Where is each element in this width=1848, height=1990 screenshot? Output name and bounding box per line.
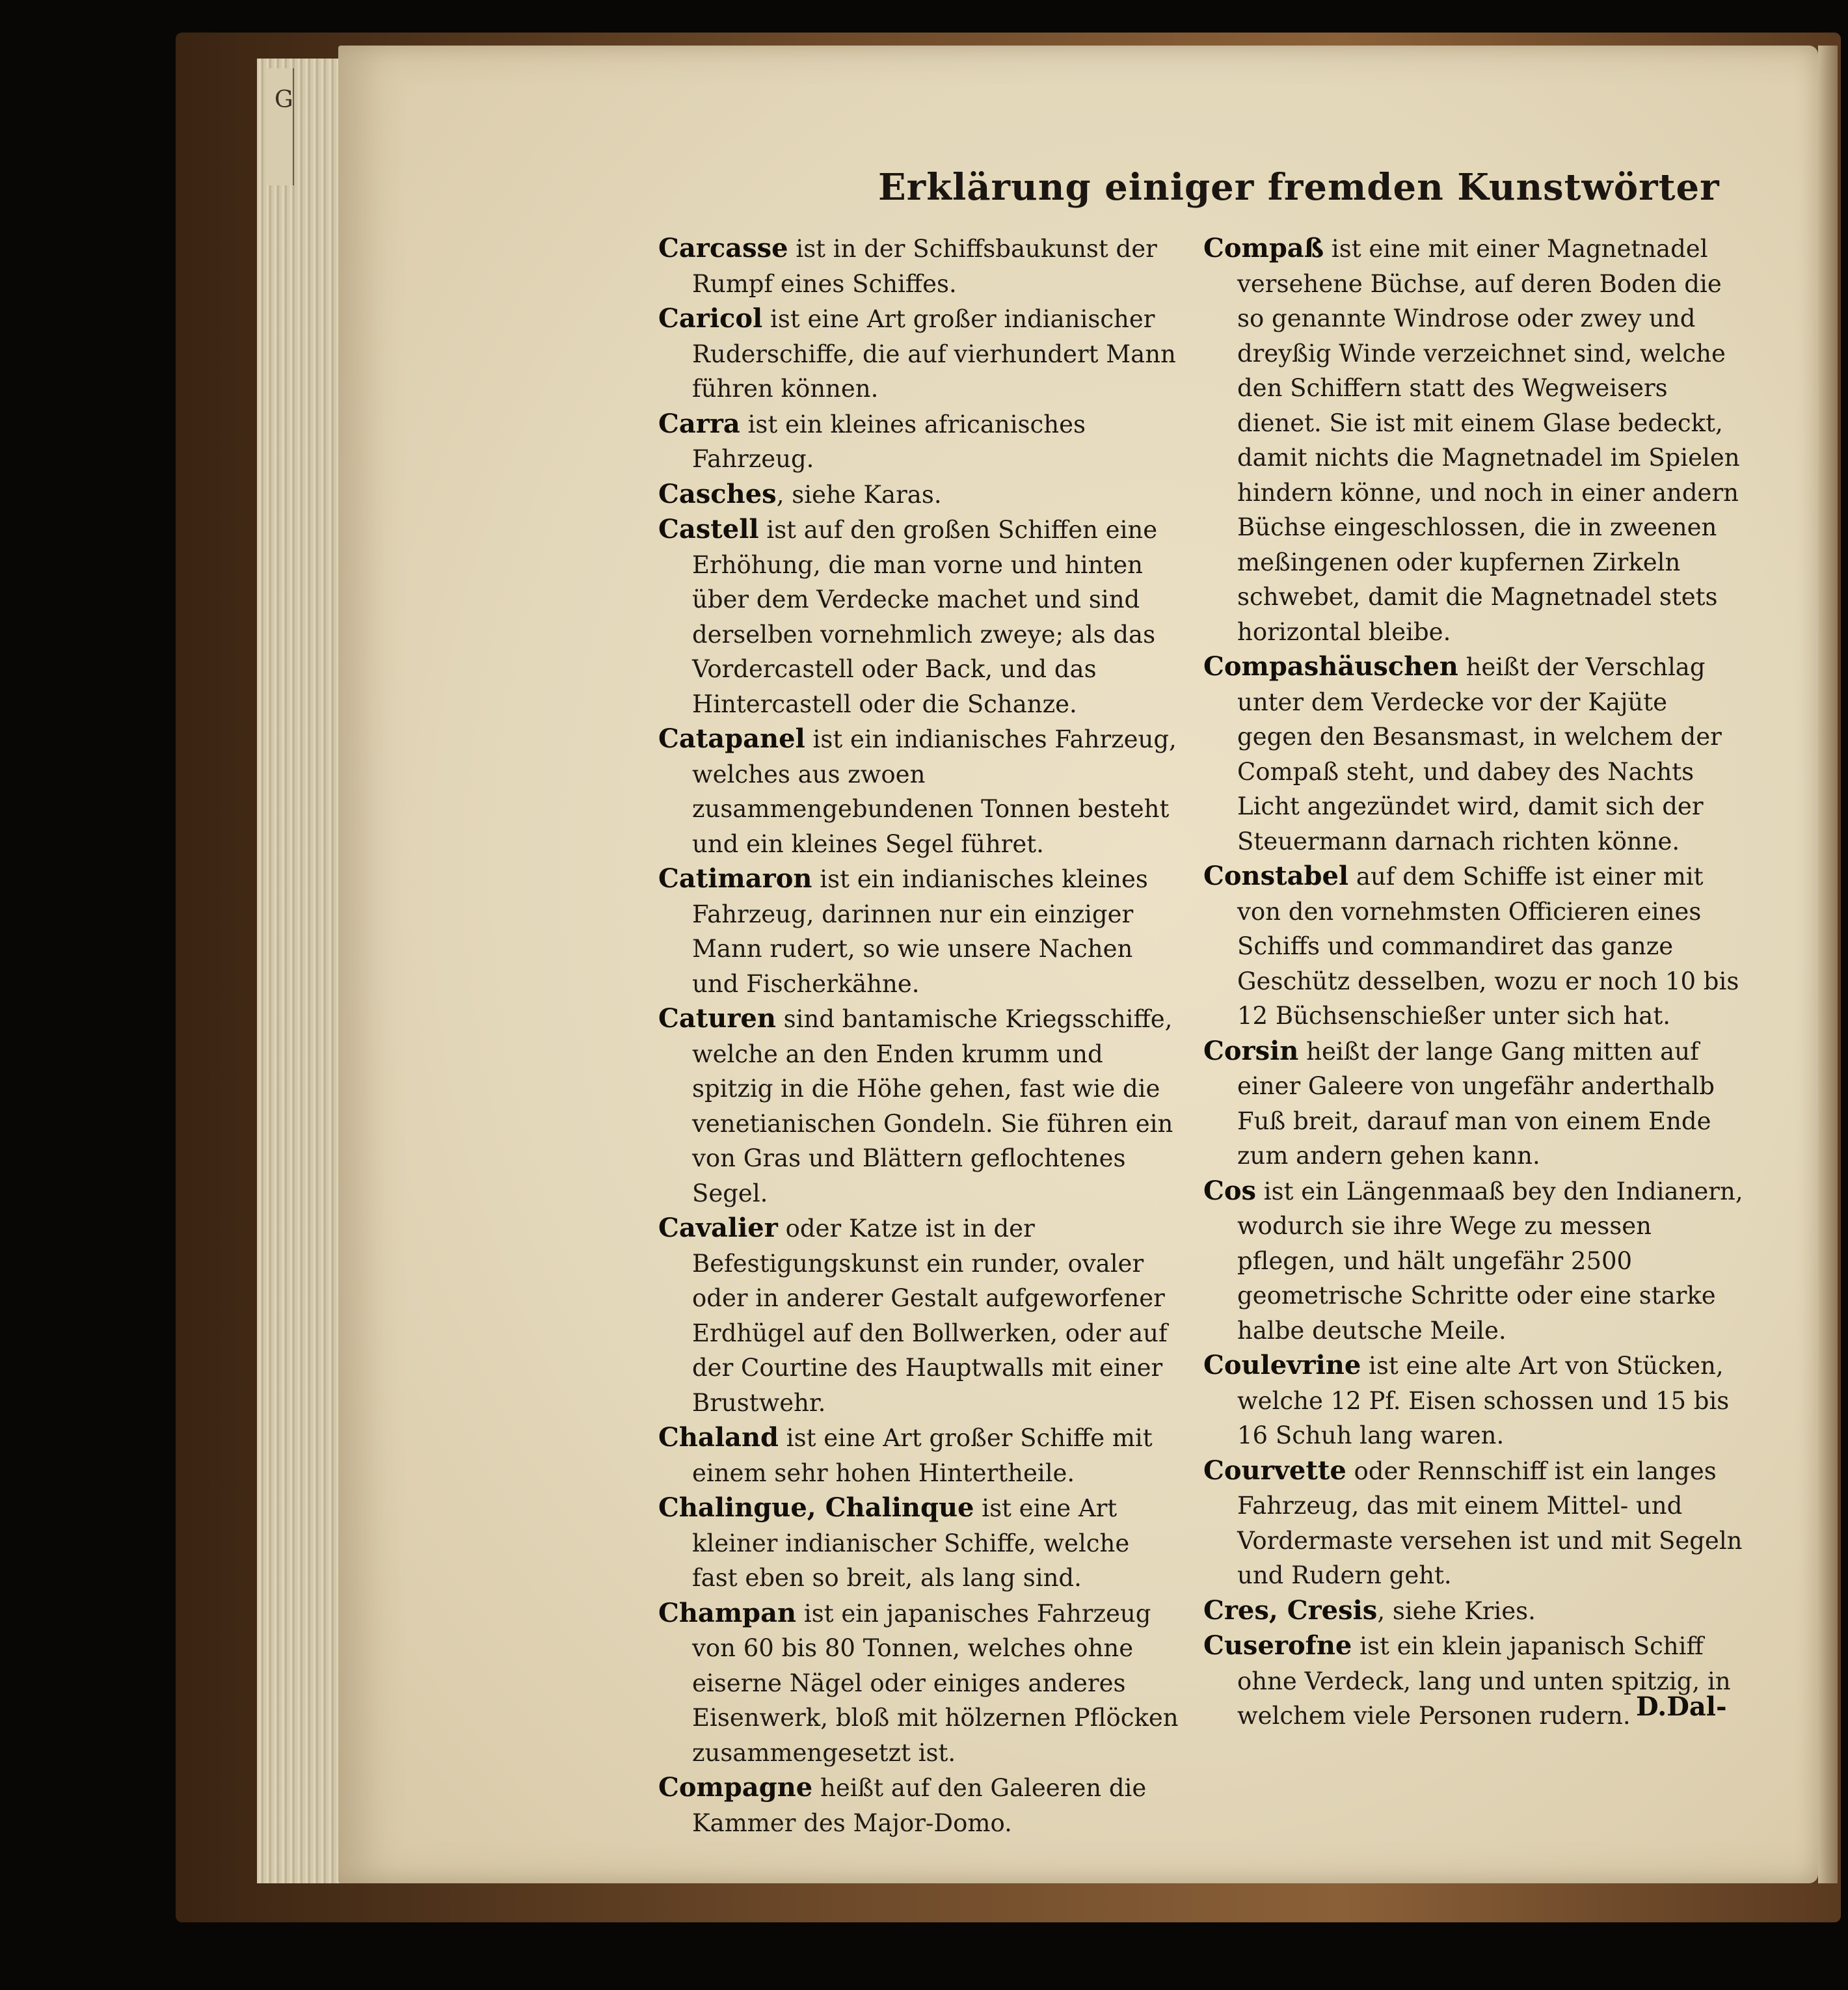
entry-term: Caturen: [658, 1003, 776, 1034]
glossary-entry: [1203, 1174, 1743, 1349]
entry-term: Cavalier: [658, 1213, 778, 1243]
glossary-entry: [658, 512, 1179, 721]
glossary-entry: [658, 477, 1179, 513]
entry-definition: ist eine Art kleiner indianischer Schiffe, welche fast eben so breit, als lang sind.: [692, 1494, 1130, 1592]
glossary-entry: [658, 301, 1179, 407]
glossary-entry: [658, 1596, 1179, 1771]
glossary-entry: [658, 407, 1179, 477]
glossary-entry: [1203, 649, 1743, 859]
entry-term: Castell: [658, 514, 759, 545]
entry-term: Caricol: [658, 303, 763, 334]
glossary-entry: [1203, 231, 1743, 649]
entry-definition: ist ein indianisches Fahrzeug, welches aus zwoen zusammengebundenen Tonnen besteht und ein kleines Segel führet.: [692, 725, 1177, 858]
entry-definition: ist ein Längenmaaß bey den Indianern, wodurch sie ihre Wege zu messen pflegen, und hält ungefähr 2500 geometrische Schritte oder eine starke halbe deutsche Meile.: [1237, 1177, 1743, 1345]
entry-term: Cos: [1203, 1175, 1257, 1206]
entry-definition: ist in der Schiffsbaukunst der Rumpf eines Schiffes.: [692, 235, 1157, 298]
entry-definition: heißt der lange Gang mitten auf einer Galeere von ungefähr anderthalb Fuß breit, darauf man von einem Ende zum andern gehen kann.: [1237, 1037, 1715, 1170]
entry-definition: heißt der Verschlag unter dem Verdecke vor der Kajüte gegen den Besansmast, in welchem der Compaß steht, und dabey des Nachts Licht angezündet wird, damit sich der Steuermann darnach richten könne.: [1237, 653, 1722, 855]
entry-definition: ist ein japanisches Fahrzeug von 60 bis 80 Tonnen, welches ohne eiserne Nägel oder einiges anderes Eisenwerk, bloß mit hölzernen Pflöcken zusammengesetzt ist.: [692, 1599, 1179, 1767]
entry-term: Compashäuschen: [1203, 651, 1458, 682]
entry-term: Constabel: [1203, 861, 1349, 891]
entry-definition: ist eine mit einer Magnetnadel versehene Büchse, auf deren Boden die so genannte Windrose oder zwey und dreyßig Winde verzeichnet sind, welche den Schiffern statt des Wegweisers dienet. Sie ist mit einem Glase bedeckt, damit nichts die Magnetnadel im Spielen hindern könne, und noch in einer andern Büchse eingeschlossen, die in zweenen meßingenen oder kupfernen Zirkeln schwebet, damit die Magnetnadel stets horizontal bleibe.: [1237, 235, 1740, 646]
entry-term: Casches: [658, 478, 777, 509]
page-right-edge: [1818, 46, 1838, 1883]
glossary-entry: [658, 1490, 1179, 1596]
entry-term: Champan: [658, 1597, 797, 1628]
previous-leaf-edge: [267, 68, 294, 185]
entry-term: Coulevrine: [1203, 1350, 1361, 1380]
entry-term: Carra: [658, 408, 740, 439]
entry-definition: ist eine alte Art von Stücken, welche 12 Pf. Eisen schossen und 15 bis 16 Schuh lang waren.: [1237, 1352, 1730, 1449]
entry-definition: , siehe Kries.: [1377, 1596, 1536, 1625]
glossary-entry: [1203, 1034, 1743, 1174]
previous-leaf-mark: G: [275, 87, 293, 113]
entry-term: Cuserofne: [1203, 1630, 1352, 1661]
entry-definition: auf dem Schiffe ist einer mit von den vornehmsten Officieren eines Schiffs und commandiret das ganze Geschütz desselben, wozu er noch 10 bis 12 Büchsenschießer unter sich hat.: [1237, 863, 1739, 1030]
entry-definition: , siehe Karas.: [776, 480, 942, 509]
entry-definition: oder Katze ist in der Befestigungskunst ein runder, ovaler oder in anderer Gestalt aufgeworfener Erdhügel auf den Bollwerken, oder auf der Courtine des Hauptwalls mit einer Brustwehr.: [692, 1215, 1168, 1417]
entry-term: Compaß: [1203, 233, 1324, 263]
glossary-entry: [658, 861, 1179, 1001]
glossary-entry: [658, 721, 1179, 861]
entry-definition: ist eine Art großer indianischer Ruderschiffe, die auf vierhundert Mann führen können.: [692, 305, 1176, 403]
catchword: D.Dal-: [1636, 1691, 1727, 1722]
glossary-entry: [658, 1770, 1179, 1840]
entry-definition: heißt auf den Galeeren die Kammer des Major-Domo.: [692, 1774, 1147, 1837]
entry-definition: ist auf den großen Schiffen eine Erhöhung, die man vorne und hinten über dem Verdecke machet und sind derselben vornehmlich zweye; als das Vordercastell oder Back, und das Hintercastell oder die Schanze.: [692, 516, 1158, 718]
glossary-entry: [658, 1211, 1179, 1420]
entry-term: Courvette: [1203, 1455, 1346, 1486]
right-column: [1203, 231, 1743, 1734]
entry-term: Chalingue, Chalinque: [658, 1492, 974, 1523]
glossary-entry: [1203, 1453, 1743, 1593]
entry-definition: sind bantamische Kriegsschiffe, welche an den Enden krumm und spitzig in die Höhe gehen, fast wie die venetianischen Gondeln. Sie führen ein von Gras und Blättern geflochtenes Segel.: [692, 1005, 1173, 1207]
glossary-entry: [658, 1420, 1179, 1490]
entry-term: Cres, Cresis: [1203, 1594, 1378, 1626]
entry-term: Catimaron: [658, 863, 812, 894]
glossary-entry: [658, 1001, 1179, 1211]
glossary-entry: [1203, 1593, 1743, 1629]
entry-term: Compagne: [658, 1772, 813, 1803]
glossary-entry: [658, 231, 1179, 301]
entry-definition: ist eine Art großer Schiffe mit einem sehr hohen Hintertheile.: [692, 1424, 1153, 1487]
glossary-entry: [1203, 1348, 1743, 1453]
entry-term: Corsin: [1203, 1035, 1299, 1066]
entry-definition: ist ein klein japanisch Schiff ohne Verdeck, lang und unten spitzig, in welchem viele Personen rudern.: [1237, 1632, 1731, 1730]
page-stack-edges: [257, 59, 348, 1883]
entry-definition: ist ein indianisches kleines Fahrzeug, darinnen nur ein einziger Mann rudert, so wie unsere Nachen und Fischerkähne.: [692, 865, 1148, 998]
glossary-entry: [1203, 859, 1743, 1034]
left-column: [658, 231, 1179, 1840]
entry-term: Catapanel: [658, 723, 805, 754]
entry-term: Carcasse: [658, 233, 788, 263]
entry-term: Chaland: [658, 1422, 779, 1453]
entry-definition: ist ein kleines africanisches Fahrzeug.: [692, 410, 1086, 473]
entry-definition: oder Rennschiff ist ein langes Fahrzeug, das mit einem Mittel- und Vordermaste versehen ist und mit Segeln und Rudern geht.: [1237, 1457, 1743, 1589]
page-title: Erklärung einiger fremden Kunstwörter: [878, 166, 1720, 209]
